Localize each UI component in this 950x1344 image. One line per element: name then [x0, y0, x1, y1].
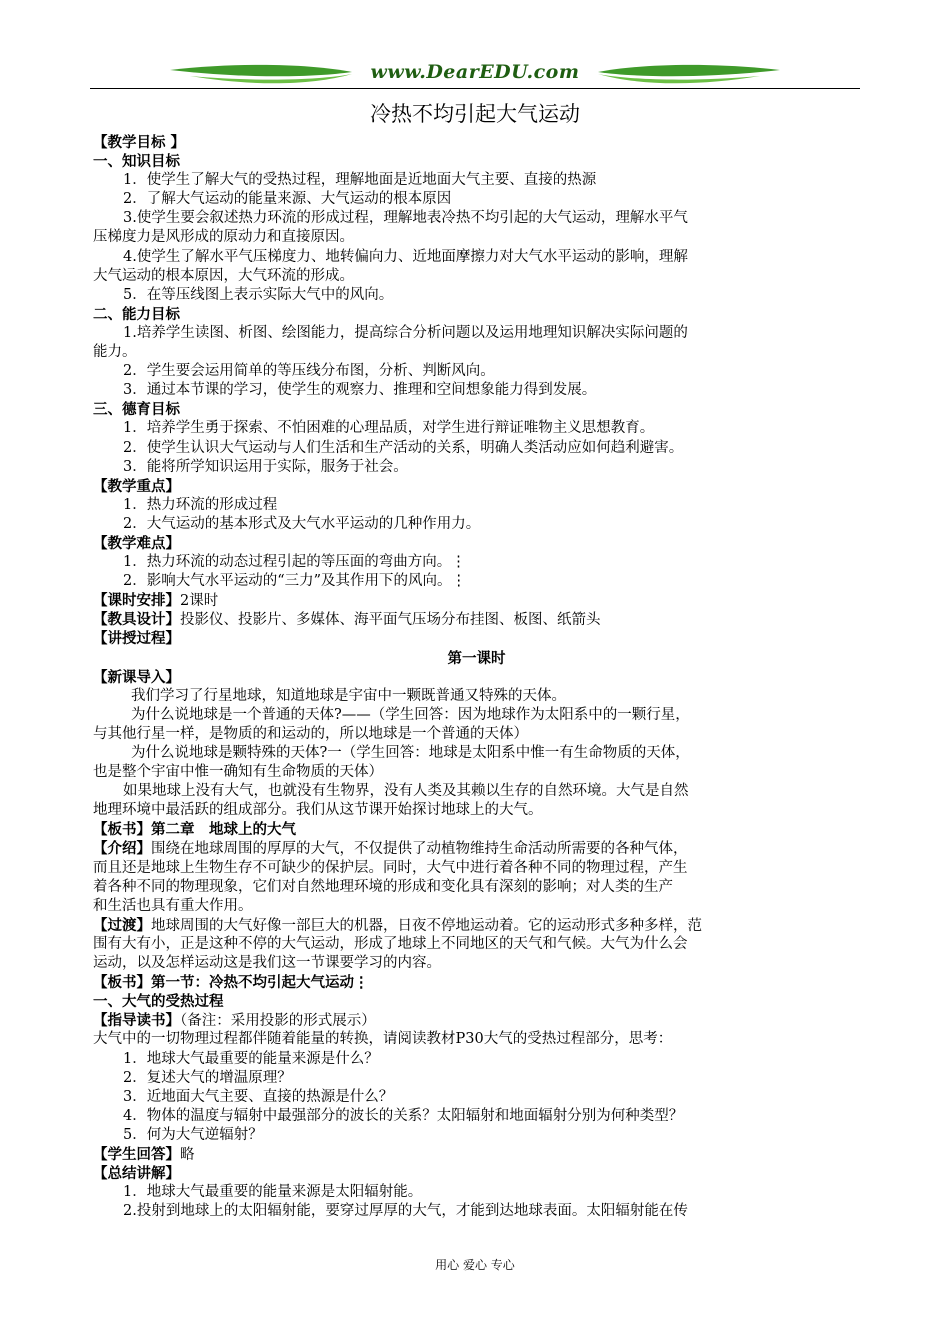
text-line: [93, 228, 860, 247]
line-text: 4.使学生了解水平气压梯度力、地转偏向力、近地面摩擦力对大气水平运动的影响，理解: [123, 248, 688, 265]
text-line: [93, 1145, 860, 1164]
line-text: 5．何为大气逆辐射？: [123, 1126, 263, 1143]
text-line: [93, 267, 860, 286]
text-line: [93, 954, 860, 973]
site-logo-text[interactable]: www.DearEDU.com: [370, 61, 580, 83]
line-text: 着各种不同的物理现象，它们对自然地理环境的形成和变化具有深刻的影响；对人类的生产: [93, 878, 673, 895]
text-line: [93, 458, 860, 477]
text-line: [93, 400, 860, 419]
text-line: [93, 477, 860, 496]
text-line: [93, 687, 860, 706]
line-text: 略: [180, 1146, 195, 1163]
text-line: [93, 1202, 860, 1221]
text-line: [93, 1011, 860, 1030]
line-text: 压梯度力是风形成的原动力和直接原因。: [93, 229, 354, 246]
line-text: 与其他行星一样，是物质的和运动的，所以地球是一个普通的天体）: [93, 725, 528, 742]
line-text: 2．影响大气水平运动的“三力”及其作用下的风向。⋮: [123, 573, 467, 590]
section-label: 【教具设计】: [93, 611, 180, 629]
text-line: [93, 419, 860, 438]
line-text: 【板书】第二章 地球上的大气: [93, 821, 296, 839]
text-line: [93, 305, 860, 324]
text-line: [93, 782, 860, 801]
text-line: [93, 190, 860, 209]
line-text: 地球周围的大气好像一部巨大的机器，日夜不停地运动着。它的运动形式多种多样，范: [151, 917, 702, 934]
line-text: 1．培养学生勇于探索、不怕困难的心理品质，对学生进行辩证唯物主义思想教育。: [123, 420, 655, 437]
text-line: [93, 1069, 860, 1088]
line-text: 为什么说地球是颗特殊的天体?一（学生回答：地球是太阳系中惟一有生命物质的天体，: [131, 745, 690, 761]
section-label: 【指导读书】: [93, 1012, 180, 1030]
line-text: 地理环境中最活跃的组成部分。我们从这节课开始探讨地球上的大气。: [93, 802, 543, 819]
text-line: [93, 248, 860, 267]
text-line: [93, 534, 860, 553]
text-line: [93, 801, 860, 820]
page-footer: 用心 爱心 专心: [435, 1258, 515, 1272]
text-line: [93, 1107, 860, 1126]
line-text: 二、能力目标: [93, 305, 180, 323]
text-line: [93, 439, 860, 458]
line-text: 而且还是地球上生物生存不可缺少的保护层。同时，大气中进行着各种不同的物理过程，产生: [93, 859, 688, 876]
line-text: 3.使学生要会叙述热力环流的形成过程，理解地表冷热不均引起的大气运动，理解水平气: [123, 210, 688, 227]
line-text: 3．能将所学知识运用于实际，服务于社会。: [123, 458, 408, 475]
line-text: 2．使学生认识大气运动与人们生活和生产活动的关系，明确人类活动应如何趋利避害。: [123, 439, 684, 456]
document-body: [93, 133, 860, 1221]
line-text: 三、德育目标: [93, 401, 180, 419]
line-text: 2课时: [180, 593, 219, 610]
header-rule: [90, 88, 860, 89]
page-title: 冷热不均引起大气运动: [370, 102, 580, 126]
text-line: [93, 324, 860, 343]
line-text: 2．了解大气运动的能量来源、大气运动的根本原因: [123, 191, 452, 208]
line-text: 【教学重点】: [93, 477, 180, 495]
text-line: [93, 992, 860, 1011]
header-banner: [90, 56, 860, 90]
line-text: 大气中的一切物理过程都伴随着能量的转换，请阅读教材P30大气的受热过程部分，思考：: [93, 1031, 673, 1048]
text-line: [93, 496, 860, 515]
line-text: 2．学生要会运用简单的等压线分布图，分析、判断风向。: [123, 363, 495, 380]
text-line: [93, 744, 860, 763]
text-line: [93, 381, 860, 400]
text-line: [93, 649, 860, 668]
text-line: [93, 572, 860, 591]
text-line: [93, 1183, 860, 1202]
text-line: [93, 1088, 860, 1107]
line-text: 围绕在地球周围的厚厚的大气，不仅提供了动植物维持生命活动所需要的各种气体，: [151, 841, 688, 858]
line-text: 【总结讲解】: [93, 1165, 180, 1183]
text-line: [93, 668, 860, 687]
line-text: 投影仪、投影片、多媒体、海平面气压场分布挂图、板图、纸箭头: [180, 612, 601, 629]
text-line: [93, 859, 860, 878]
line-text: 3．通过本节课的学习，使学生的观察力、推理和空间想象能力得到发展。: [123, 382, 597, 399]
text-line: [93, 706, 860, 725]
line-text: 1．地球大气最重要的能量来源是太阳辐射能。: [123, 1184, 423, 1201]
text-line: [93, 839, 860, 858]
line-text: （备注：采用投影的形式展示）: [180, 1013, 376, 1030]
section-label: 【课时安排】: [93, 592, 180, 610]
line-text: 2．大气运动的基本形式及大气水平运动的几种作用力。: [123, 515, 481, 532]
section-label: 【过渡】: [93, 916, 151, 934]
text-line: [93, 973, 860, 992]
line-text: 5．在等压线图上表示实际大气中的风向。: [123, 286, 394, 303]
text-line: [93, 362, 860, 381]
line-text: 【新课导入】: [93, 668, 180, 686]
text-line: [93, 935, 860, 954]
line-text: 【教学目标 】: [93, 134, 186, 151]
line-text: 第一课时: [447, 649, 506, 667]
text-line: [93, 171, 860, 190]
text-line: [93, 610, 860, 629]
line-text: 一、知识目标: [93, 153, 180, 171]
line-text: 围有大有小，正是这种不停的大气运动，形成了地球上不同地区的天气和气候。大气为什么会: [93, 935, 688, 952]
line-text: 1．热力环流的形成过程: [123, 496, 278, 513]
line-text: 1.培养学生读图、析图、绘图能力，提高综合分析问题以及运用地理知识解决实际问题的: [123, 324, 688, 341]
text-line: [93, 515, 860, 534]
section-label: 【介绍】: [93, 840, 151, 858]
text-line: [93, 553, 860, 572]
line-text: 【讲授过程】: [93, 630, 180, 648]
text-line: [93, 286, 860, 305]
text-line: [93, 133, 860, 152]
text-line: [93, 878, 860, 897]
line-text: 【板书】第一节：冷热不均引起大气运动⋮: [93, 974, 369, 992]
line-text: 4．物体的温度与辐射中最强部分的波长的关系？太阳辐射和地面辐射分别为何种类型？: [123, 1107, 684, 1124]
text-line: [93, 916, 860, 935]
text-line: [93, 1126, 860, 1145]
line-text: 大气运动的根本原因，大气环流的形成。: [93, 267, 354, 284]
text-line: [93, 725, 860, 744]
text-line: [93, 820, 860, 839]
line-text: 1．热力环流的动态过程引起的等压面的弯曲方向。⋮: [123, 554, 466, 571]
line-text: 我们学习了行星地球，知道地球是宇宙中一颗既普通又特殊的天体。: [131, 687, 566, 704]
line-text: 为什么说地球是一个普通的天体?——（学生回答：因为地球作为太阳系中的一颗行星，: [131, 706, 690, 723]
text-line: [93, 152, 860, 171]
section-label: 【学生回答】: [93, 1145, 180, 1163]
line-text: 2．复述大气的增温原理？: [123, 1069, 292, 1086]
text-line: [93, 897, 860, 916]
text-line: [93, 1164, 860, 1183]
line-text: 运动，以及怎样运动这是我们这一节课要学习的内容。: [93, 955, 441, 972]
text-line: [93, 591, 860, 610]
line-text: 3．近地面大气主要、直接的热源是什么？: [123, 1088, 394, 1105]
line-text: 如果地球上没有大气，也就没有生物界，没有人类及其赖以生存的自然环境。大气是自然: [123, 783, 689, 800]
line-text: 【教学难点】: [93, 534, 180, 552]
line-text: 1．地球大气最重要的能量来源是什么？: [123, 1050, 379, 1067]
text-line: [93, 209, 860, 228]
text-line: [93, 629, 860, 648]
text-line: [93, 1050, 860, 1069]
text-line: [93, 763, 860, 782]
line-text: 能力。: [93, 344, 137, 361]
line-text: 和生活也具有重大作用。: [93, 897, 253, 914]
line-text: 1．使学生了解大气的受热过程，理解地面是近地面大气主要、直接的热源: [123, 172, 597, 189]
line-text: 也是整个宇宙中惟一确知有生命物质的天体）: [93, 764, 383, 781]
text-line: [93, 1030, 860, 1049]
line-text: 一、大气的受热过程: [93, 993, 224, 1011]
line-text: 2.投射到地球上的太阳辐射能，要穿过厚厚的大气，才能到达地球表面。太阳辐射能在传: [123, 1203, 688, 1220]
text-line: [93, 343, 860, 362]
